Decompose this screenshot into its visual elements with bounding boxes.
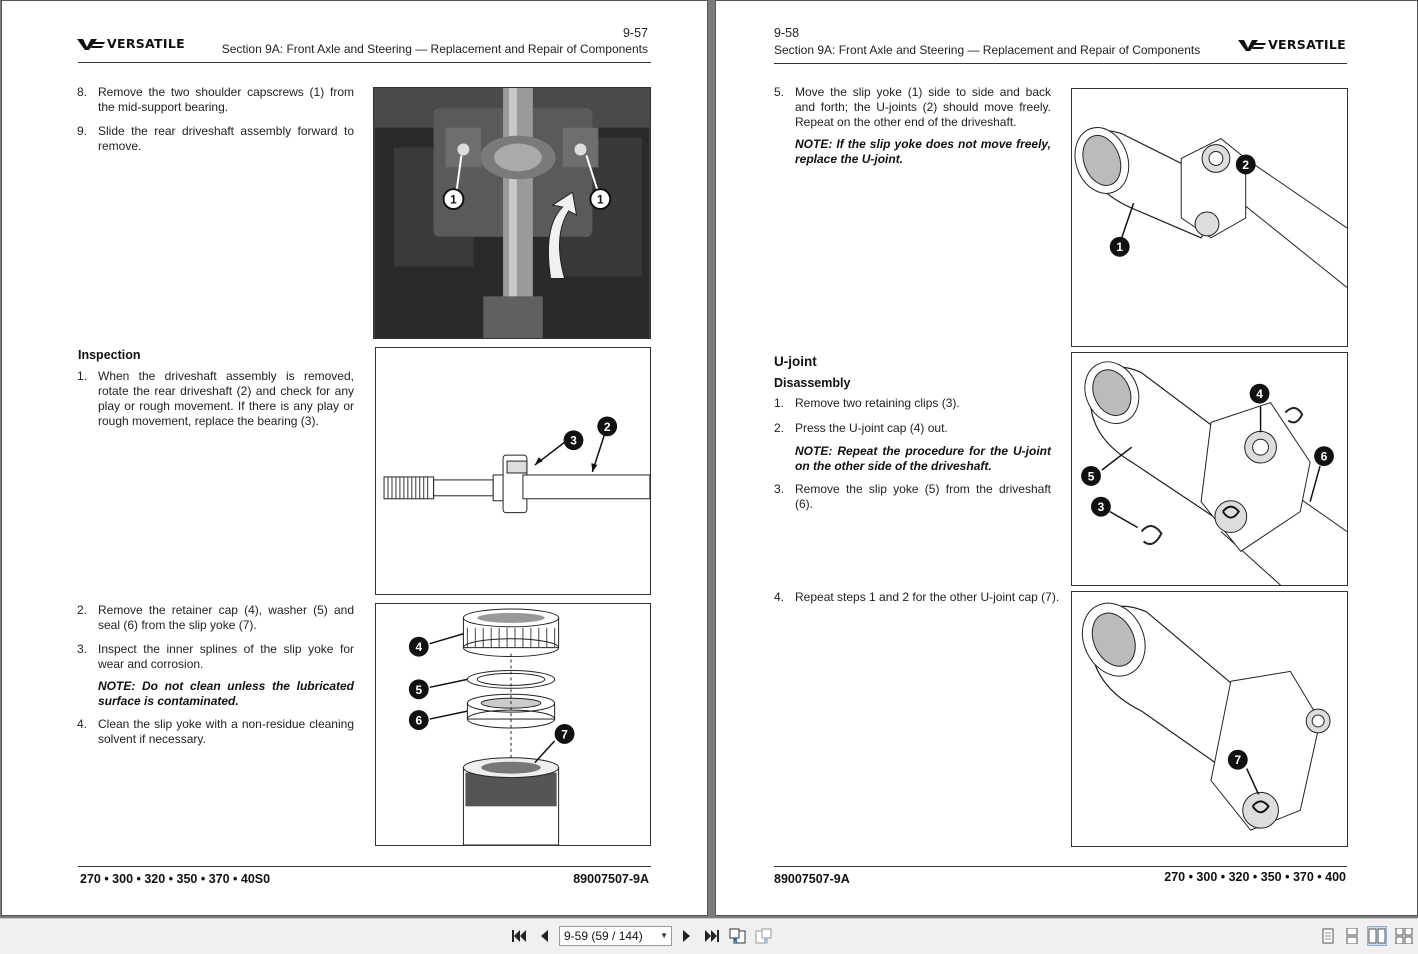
page-number: 9-57 <box>622 26 648 40</box>
facing-pages-icon <box>1368 928 1386 944</box>
chevron-down-icon[interactable]: ▼ <box>660 931 668 940</box>
callout-4: 4 <box>1256 387 1263 402</box>
note: NOTE: If the slip yoke does not move freely, replace the U-joint. <box>795 137 1051 166</box>
logo-text: VERSATILE <box>107 36 185 51</box>
figure-mid-support-photo <box>373 87 651 339</box>
callout-2: 2 <box>603 419 611 434</box>
viewer-toolbar <box>0 918 1418 954</box>
step-item: 3. Inspect the inner splines of the slip yoke for wear and corrosion. <box>77 642 354 671</box>
callout-2: 2 <box>1242 157 1250 172</box>
page-number: 9-58 <box>774 26 800 40</box>
single-page-icon <box>1321 928 1335 944</box>
callout-1: 1 <box>1116 240 1124 255</box>
callout-3: 3 <box>570 433 577 448</box>
page-left <box>1 0 708 916</box>
continuous-view-button[interactable] <box>1342 926 1362 946</box>
footer-rule <box>78 866 651 867</box>
figure-slip-yoke-exploded <box>375 603 651 846</box>
inspection-heading: Inspection <box>78 348 141 362</box>
step-item: 4. Clean the slip yoke with a non-residue cleaning solvent if necessary. <box>77 717 354 746</box>
section-title: Section 9A: Front Axle and Steering — Replacement and Repair of Components <box>221 42 648 56</box>
note: NOTE: Repeat the procedure for the U-joint on the other side of the driveshaft. <box>795 444 1051 473</box>
versatile-logo <box>1238 37 1346 52</box>
note: NOTE: Do not clean unless the lubricated surface is contaminated. <box>98 679 354 708</box>
step-item: 5. Move the slip yoke (1) side to side and back and forth; the U-joints (2) should move freely. Repeat on the other end of the driveshaft. <box>774 85 1051 129</box>
section-title: Section 9A: Front Axle and Steering — Replacement and Repair of Components <box>774 43 1201 57</box>
disassembly-heading: Disassembly <box>774 376 851 390</box>
versatile-logo-icon <box>77 37 105 51</box>
callout-3: 3 <box>1097 500 1105 515</box>
callout-6: 6 <box>415 713 423 728</box>
footer-models: 270 • 300 • 320 • 350 • 370 • 40S0 <box>80 872 271 886</box>
continuous-facing-view-button[interactable] <box>1394 926 1414 946</box>
continuous-page-icon <box>1345 928 1359 944</box>
continuous-facing-icon <box>1395 928 1413 944</box>
callout-1: 1 <box>450 192 457 207</box>
last-page-button[interactable] <box>702 926 722 946</box>
previous-page-button[interactable] <box>534 926 554 946</box>
figure-driveshaft-bearing <box>375 347 651 595</box>
go-forward-view-button[interactable] <box>753 926 773 946</box>
previous-page-icon <box>538 929 550 943</box>
next-page-icon <box>681 929 693 943</box>
step-item: 1. When the driveshaft assembly is removed, rotate the rear driveshaft (2) and check for any play or rough movement. If there is any play or rough movement, replace the bearing (3). <box>77 369 354 428</box>
first-page-icon <box>511 929 527 943</box>
footer-doc-number: 89007507-9A <box>573 872 649 886</box>
header-rule <box>78 62 651 63</box>
callout-5: 5 <box>415 682 423 697</box>
footer-rule <box>774 866 1347 867</box>
logo-text: VERSATILE <box>1268 37 1346 52</box>
footer-doc-number: 89007507-9A <box>774 872 850 886</box>
footer-models: 270 • 300 • 320 • 350 • 370 • 400 <box>1164 870 1346 884</box>
header-rule <box>774 63 1347 64</box>
versatile-logo-icon <box>1238 38 1266 52</box>
versatile-logo <box>77 36 185 51</box>
facing-pages-view-button[interactable] <box>1367 926 1387 946</box>
step-item: 9. Slide the rear driveshaft assembly forward to remove. <box>77 124 354 153</box>
next-page-button[interactable] <box>677 926 697 946</box>
figure-slip-yoke-movement <box>1071 88 1348 347</box>
page-right <box>715 0 1418 916</box>
first-page-button[interactable] <box>509 926 529 946</box>
step-item: 1. Remove two retaining clips (3). <box>774 396 960 410</box>
step-item: 2. Remove the retainer cap (4), washer (5) and seal (6) from the slip yoke (7). <box>77 603 354 632</box>
step-item: 8. Remove the two shoulder capscrews (1) from the mid-support bearing. <box>77 85 354 114</box>
last-page-icon <box>704 929 720 943</box>
back-view-icon <box>729 928 747 944</box>
callout-1: 1 <box>596 192 604 207</box>
figure-ujoint-disassembly <box>1071 352 1348 586</box>
callout-7: 7 <box>561 727 568 742</box>
callout-5: 5 <box>1087 469 1095 484</box>
step-item: 2. Press the U-joint cap (4) out. <box>774 421 948 435</box>
step-item: 3. Remove the slip yoke (5) from the driveshaft (6). <box>774 482 1051 511</box>
go-back-view-button[interactable] <box>728 926 748 946</box>
figure-ujoint-cap <box>1071 591 1348 847</box>
page-number-value: 9-59 (59 / 144) <box>564 929 643 943</box>
callout-6: 6 <box>1320 449 1328 464</box>
ujoint-heading: U-joint <box>774 354 817 369</box>
forward-view-icon <box>754 928 772 944</box>
single-page-view-button[interactable] <box>1318 926 1338 946</box>
step-item: 4. Repeat steps 1 and 2 for the other U-joint cap (7). <box>774 590 1060 604</box>
callout-4: 4 <box>415 640 423 655</box>
page-number-field[interactable] <box>559 926 672 946</box>
callout-7: 7 <box>1234 753 1242 768</box>
